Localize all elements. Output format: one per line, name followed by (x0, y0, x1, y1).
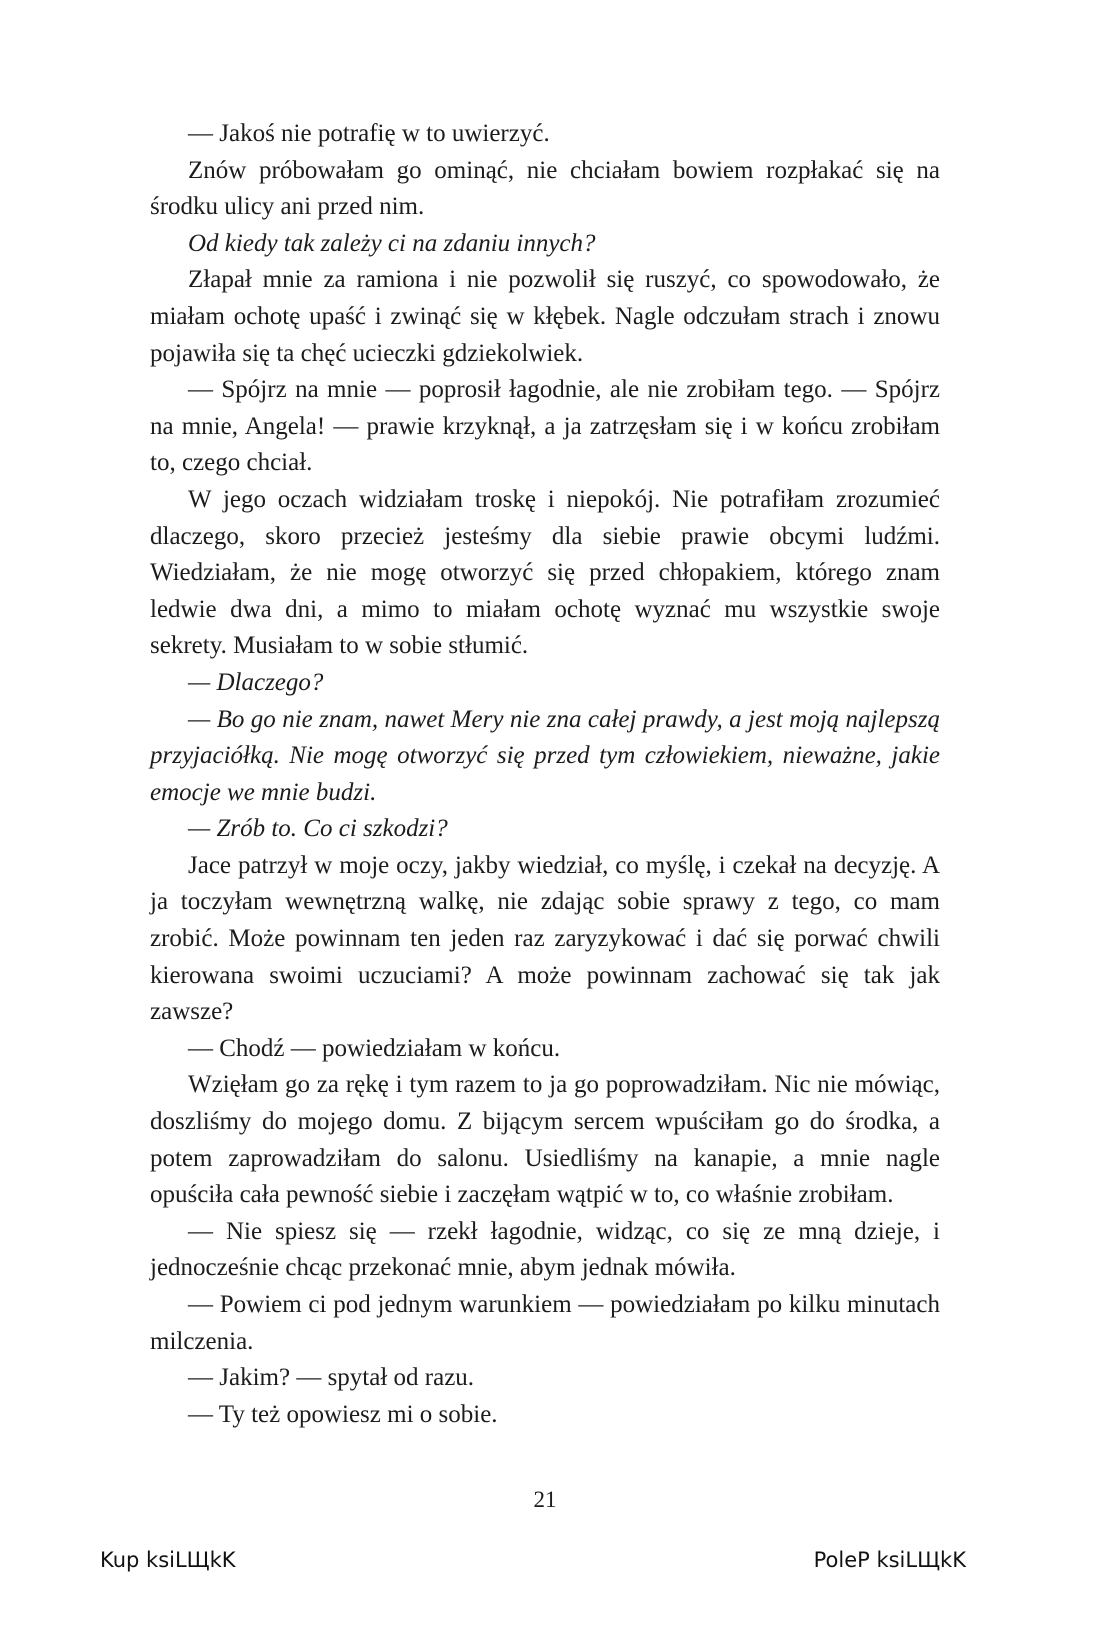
paragraph-1: — Jakoś nie potrafię w to uwierzyć. (188, 120, 550, 147)
page-number: 21 (533, 1487, 557, 1512)
paragraph-6: W jego oczach widziałam troskę i niepokój. Nie potrafiłam zrozumieć dlaczego, skoro przecież jesteśmy dla siebie prawie obcymi ludźmi. Wiedziałam, że nie mogę otworzyć się przed chłopakiem, którego znam ledwie dwa dni, a mimo to miałam ochotę wyznać mu wszystkie swoje sekrety. Musiałam to w sobie stłumić. (150, 485, 940, 660)
paragraph-16: — Ty też opowiesz mi o sobie. (188, 1400, 498, 1428)
paragraph-4: Złapał mnie za ramiona i nie pozwolił się ruszyć, co spowodowało, że miałam ochotę upaść i zwinąć się w kłębek. Nagle odczułam strach i znowu pojawiła się ta chęć ucieczki gdziekolwiek. (150, 266, 940, 367)
paragraph-2: Znów próbowałam go ominąć, nie chciałam bowiem rozpłakać się na środku ulicy ani przed nim. (150, 156, 940, 221)
paragraph-10: Jace patrzył w moje oczy, jakby wiedział, co myślę, i czekał na decyzję. A ja toczyłam wewnętrzną walkę, nie zdając sobie sprawy z tego, co mam zrobić. Może powinnam ten jeden raz zaryzykować i dać się porwać chwili kierowana swoimi uczuciami? A może powinnam zachować się tak jak zawsze? (150, 851, 940, 1026)
paragraph-12: Wzięłam go za rękę i tym razem to ja go poprowadziłam. Nic nie mówiąc, doszliśmy do mojego domu. Z bijącym sercem wpuściłam go do środka, a potem zaprowadziłam do salonu. Usiedliśmy na kanapie, a mnie nagle opuściła cała pewność siebie i zaczęłam wątpić w to, co właśnie zrobiłam. (150, 1071, 940, 1209)
paragraph-7: — Dlaczego? (188, 668, 324, 696)
paragraph-13: — Nie spiesz się — rzekł łagodnie, widząc, co się ze mną dzieje, i jednocześnie chcąc przekonać mnie, abym jednak mówiła. (150, 1217, 940, 1282)
paragraph-14: — Powiem ci pod jednym warunkiem — powiedziałam po kilku minutach milczenia. (150, 1291, 940, 1355)
paragraph-9: — Zrób to. Co ci szkodzi? (188, 815, 448, 843)
page-body (150, 116, 940, 1433)
recommend-book-link[interactable]: PoleP ksiLЩkK (813, 1548, 966, 1572)
paragraph-8: — Bo go nie znam, nawet Mery nie zna całej prawdy, a jest moją najlepszą przyjaciółką. Nie mogę otworzyć się przed tym człowiekiem, nieważne, jakie emocje we mnie budzi. (150, 705, 940, 806)
paragraph-15: — Jakim? — spytał od razu. (188, 1364, 475, 1392)
paragraph-3: Od kiedy tak zależy ci na zdaniu innych? (188, 229, 596, 257)
buy-book-link[interactable]: Kup ksiLЩkK (100, 1548, 236, 1572)
paragraph-11: — Chodź — powiedziałam w końcu. (188, 1034, 561, 1062)
paragraph-5: — Spójrz na mnie — poprosił łagodnie, ale nie zrobiłam tego. — Spójrz na mnie, Angela! — prawie krzyknął, a ja zatrzęsłam się i w końcu zrobiłam to, czego chciał. (150, 376, 940, 477)
